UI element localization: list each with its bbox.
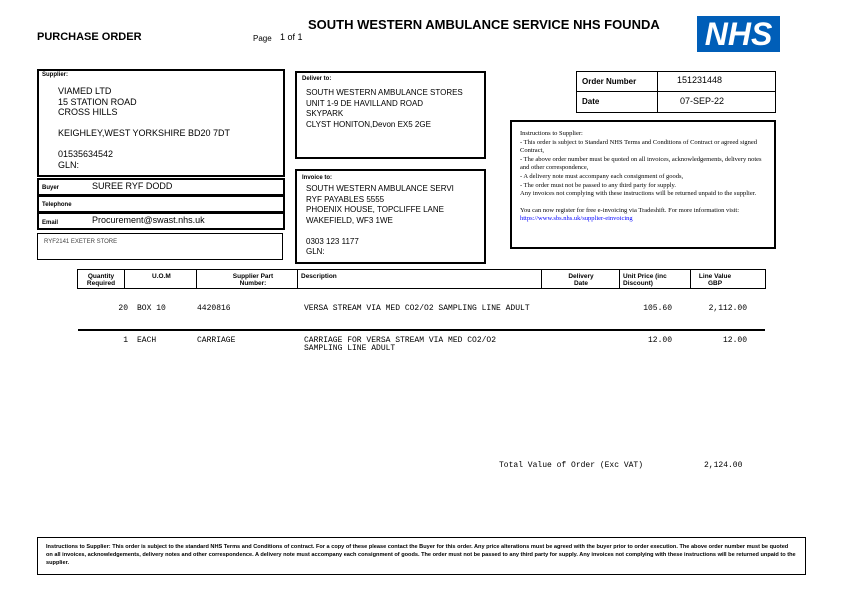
deliver-to-label: Deliver to: [302, 76, 332, 82]
page-label: Page [253, 34, 272, 43]
address-line: - A delivery note must accompany each consignment of goods, [520, 172, 684, 180]
page-number: 1 of 1 [280, 32, 303, 42]
document-title: PURCHASE ORDER [37, 31, 142, 43]
address-line: GLN: [306, 247, 325, 256]
address-line: GLN: [58, 159, 80, 170]
email-label: Email [42, 220, 59, 226]
order-number-label: Order Number [582, 77, 637, 86]
buyer-row [37, 178, 285, 196]
header-unit-price: Unit Price (inc Discount) [623, 273, 667, 287]
email-value: Procurement@swast.nhs.uk [92, 215, 205, 225]
address-line [58, 139, 230, 150]
address-line [58, 118, 230, 129]
address-line: KEIGHLEY,WEST YORKSHIRE BD20 7DT [58, 128, 231, 138]
address-line: CLYST HONITON,Devon EX5 2GE [306, 119, 431, 129]
telephone-row [37, 195, 285, 213]
address-line: SKYPARK [306, 109, 344, 118]
cell-part: 4420816 [197, 304, 231, 313]
cell-value: 2,112.00 [708, 304, 747, 313]
header-quantity: Quantity Required [86, 273, 116, 287]
invoice-to-box [295, 169, 486, 264]
instructions-text [520, 130, 772, 224]
footer-instructions-text: Instructions to Supplier: This order is subject to the standard NHS Terms and Conditions of contract. For a copy of these please contact the Buyer for this order. Any price alterations must be agreed with the buyer prior to order execution. The above order number must be quoted on all invoices, acknowledgements, delivery notes and other correspondence. A delivery note must accompany each consignment of goods. The order must not be passed to any third party for supply. Any invoices not complying with these instructions will be returned unpaid to the supplier. [46, 544, 796, 566]
cell-price: 105.60 [643, 304, 672, 313]
address-line: - The order must not be passed to any third party for supply. [520, 181, 676, 189]
deliver-to-box [295, 71, 486, 159]
address-line: UNIT 1-9 DE HAVILLAND ROAD [306, 98, 424, 108]
items-table-header [77, 269, 766, 289]
header-part-number: Supplier Part Number: [232, 273, 274, 287]
cell-uom: BOX 10 [137, 304, 166, 313]
address-line: - This order is subject to Standard NHS Terms and Conditions of Contract or agreed signed Contract, [520, 138, 758, 155]
store-name: RYF2141 EXETER STORE [44, 239, 118, 245]
total-label: Total Value of Order (Exc VAT) [499, 461, 644, 470]
address-line: VIAMED LTD [58, 86, 112, 96]
nhs-logo: NHS [697, 16, 780, 52]
cell-desc: VERSA STREAM VIA MED CO2/O2 SAMPLING LINE ADULT [304, 304, 530, 313]
header-delivery-date: Delivery Date [568, 273, 594, 287]
order-number-value: 151231448 [677, 75, 723, 85]
cell-price: 12.00 [647, 336, 672, 345]
supplier-address [58, 86, 230, 170]
address-line: SOUTH WESTERN AMBULANCE SERVI [306, 184, 454, 193]
header-uom: U.O.M [152, 273, 171, 280]
row-divider [78, 329, 765, 331]
header-description: Description [301, 273, 337, 280]
address-line [306, 226, 454, 237]
cell-desc: CARRIAGE FOR VERSA STREAM VIA MED CO2/O2 SAMPLING LINE ADULT [304, 336, 497, 353]
total-value: 2,124.00 [704, 461, 743, 470]
footer-instructions-box [37, 537, 806, 575]
buyer-label: Buyer [42, 185, 60, 191]
telephone-label: Telephone [42, 202, 72, 208]
buyer-value: SUREE RYF DODD [92, 181, 173, 191]
cell-qty: 20 [118, 304, 128, 313]
cell-uom: EACH [137, 336, 157, 345]
instructions-title: Instructions to Supplier: [520, 130, 583, 137]
invoice-to-address [306, 184, 454, 258]
order-info-box [576, 71, 776, 113]
address-line: CROSS HILLS [58, 107, 118, 117]
cell-part: CARRIAGE [197, 336, 236, 345]
address-line: PHOENIX HOUSE, TOPCLIFFE LANE [306, 205, 444, 214]
address-line: SOUTH WESTERN AMBULANCE STORES [306, 88, 463, 97]
email-row [37, 212, 285, 230]
cell-value: 12.00 [722, 336, 747, 345]
address-line: - The above order number must be quoted on all invoices, acknowledgements, delivery notes and other correspondence, [520, 155, 762, 172]
supplier-label: Supplier: [42, 72, 69, 78]
date-label: Date [582, 97, 600, 106]
address-line: WAKEFIELD, WF3 1WE [306, 215, 393, 225]
einvoice-text: You can now register for free e-invoicing via Tradeshift. For more information visit: [520, 206, 740, 214]
organisation-name: SOUTH WESTERN AMBULANCE SERVICE NHS FOUNDA [308, 17, 660, 32]
address-line: 0303 123 1177 [306, 236, 359, 246]
store-box [37, 233, 283, 260]
supplier-instructions-box [510, 120, 776, 249]
cell-qty: 1 [123, 336, 128, 345]
einvoice-link[interactable]: https://www.sbs.nhs.uk/supplier-einvoicing [520, 215, 633, 223]
address-line: RYF PAYABLES 5555 [306, 194, 385, 204]
address-line: 01535634542 [58, 149, 114, 159]
supplier-box [37, 69, 285, 177]
deliver-to-address [306, 88, 463, 130]
address-line: 15 STATION ROAD [58, 96, 137, 107]
date-value: 07-SEP-22 [680, 96, 725, 106]
invoice-to-label: Invoice to: [302, 175, 333, 181]
address-line: Any invoices not complying with these instructions will be returned unpaid to the supplier. [520, 190, 757, 198]
header-line-value: Line Value GBP [698, 273, 732, 287]
